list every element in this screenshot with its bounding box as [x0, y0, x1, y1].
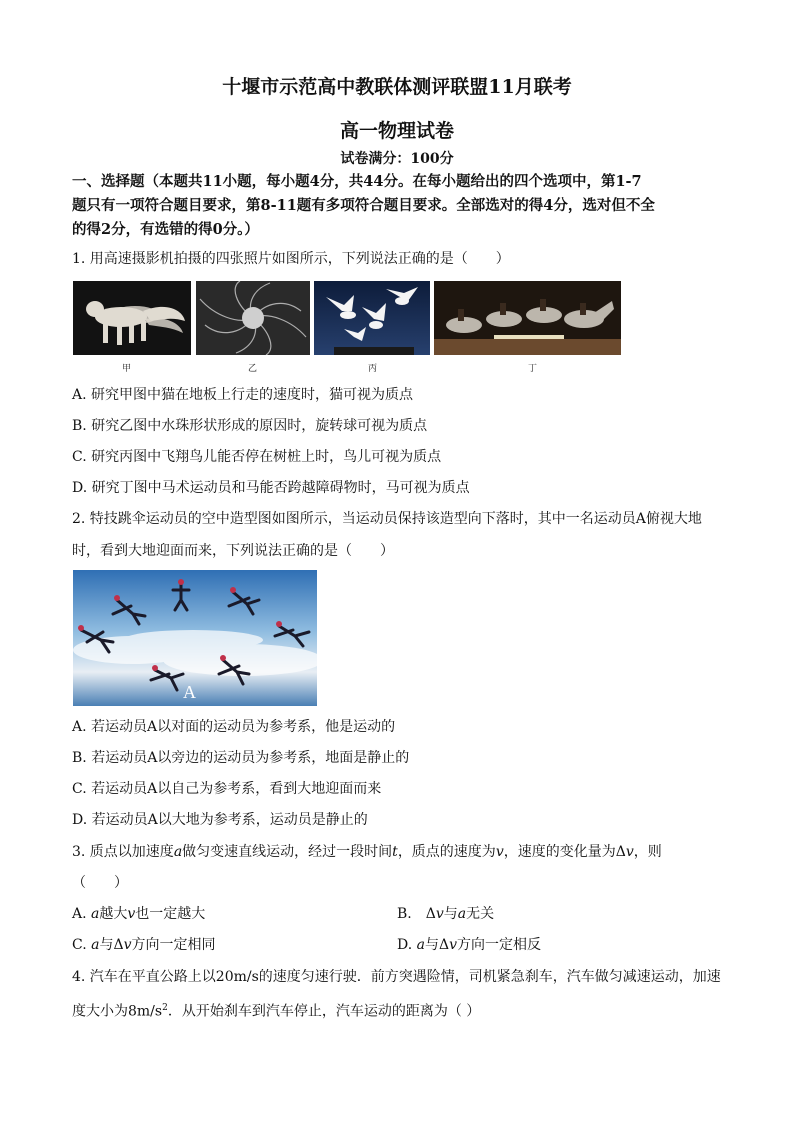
q2-option-b: B. 若运动员A以旁边的运动员为参考系，地面是静止的 — [72, 750, 410, 766]
q1-stem: 1. 用高速摄影机拍摄的四张照片如图所示，下列说法正确的是（ ） — [72, 251, 510, 267]
caption-ding: 丁 — [528, 364, 538, 374]
q4-stem-line-2: 度大小为$8m/s^2$．从开始刹车到汽车停止，汽车运动的距离为（ ） — [72, 1003, 481, 1020]
section-instruction-line-2: 题只有一项符合题目要求，第8-11题有多项符合题目要求。全部选对的得4分，选对但不全 — [72, 197, 655, 214]
caption-yi: 乙 — [248, 364, 258, 374]
q2-stem-line-1: 2. 特技跳伞运动员的空中造型图如图所示，当运动员保持该造型向下落时，其中一名运动员A俯视大地 — [72, 511, 702, 527]
q4-stem-line-1: 4. 汽车在平直公路上以20m/s的速度匀速行驶．前方突遇险情，司机紧急刹车，汽车做匀减速运动，加速 — [72, 969, 721, 985]
q3-option-d: D. a与Δv方向一定相反 — [397, 937, 542, 953]
q2-option-d: D. 若运动员A以大地为参考系，运动员是静止的 — [72, 812, 368, 828]
q3-option-b: B. Δv与a无关 — [397, 906, 495, 922]
exam-title: 十堰市示范高中教联体测评联盟11月联考 — [222, 76, 572, 98]
photo-cat — [73, 281, 191, 355]
photo-horse-jump — [434, 281, 621, 355]
q1-option-b: B. 研究乙图中水珠形状形成的原因时，旋转球可视为质点 — [72, 418, 428, 434]
q3-stem-line-2: （ ） — [72, 875, 128, 891]
q3-option-c: C. a与Δv方向一定相同 — [72, 937, 216, 953]
skydiver-a-label: A — [183, 682, 196, 702]
q1-option-d: D. 研究丁图中马术运动员和马能否跨越障碍物时，马可视为质点 — [72, 480, 470, 496]
q3-stem: 3. 质点以加速度a做匀变速直线运动，经过一段时间t，质点的速度为v，速度的变化量为Δv，则 — [72, 844, 662, 860]
photo-birds — [314, 281, 430, 355]
photo-spinning-ball — [196, 281, 310, 355]
q1-option-a: A. 研究甲图中猫在地板上行走的速度时，猫可视为质点 — [72, 387, 414, 403]
q1-option-c: C. 研究丙图中飞翔鸟儿能否停在树桩上时，鸟儿可视为质点 — [72, 449, 442, 465]
q2-option-a: A. 若运动员A以对面的运动员为参考系，他是运动的 — [72, 719, 396, 735]
section-instruction-line-1: 一、选择题（本题共11小题，每小题4分，共44分。在每小题给出的四个选项中，第1-7 — [72, 173, 642, 190]
q2-stem-line-2: 时，看到大地迎面而来，下列说法正确的是（ ） — [72, 543, 394, 559]
exam-score: 试卷满分：100分 — [340, 151, 454, 167]
q3-option-a: A. a越大v也一定越大 — [72, 906, 206, 922]
exam-subtitle: 高一物理试卷 — [339, 120, 454, 142]
caption-bing: 丙 — [368, 364, 378, 374]
photo-skydivers — [73, 570, 317, 706]
section-instruction-line-3: 的得2分，有选错的得0分。） — [72, 221, 259, 238]
q2-option-c: C. 若运动员A以自己为参考系，看到大地迎面而来 — [72, 781, 382, 797]
caption-jia: 甲 — [122, 364, 132, 374]
